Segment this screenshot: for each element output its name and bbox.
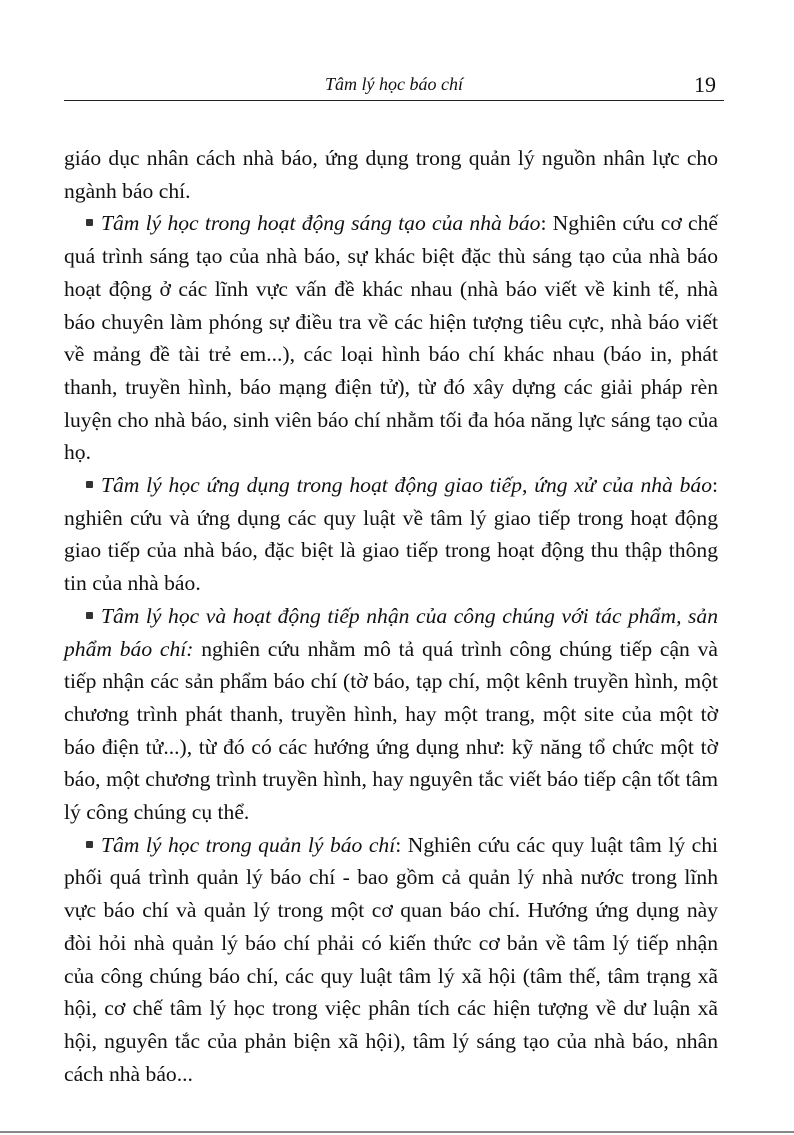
- header-title: Tâm lý học báo chí: [325, 74, 463, 94]
- page-bottom-edge: [0, 1131, 794, 1133]
- square-bullet-icon: [86, 219, 93, 226]
- paragraph-lead: Tâm lý học trong quản lý báo chí: [101, 832, 396, 857]
- paragraph-lead: Tâm lý học ứng dụng trong hoạt động giao tiếp, ứng xử của nhà báo: [101, 473, 712, 498]
- paragraph-text: : nghiên cứu và ứng dụng các quy luật về tâm lý giao tiếp trong hoạt động giao tiếp của nhà báo, đặc biệt là giao tiếp trong hoạt động thu thập thông tin của nhà báo.: [64, 473, 718, 596]
- square-bullet-icon: [86, 612, 93, 619]
- square-bullet-icon: [86, 841, 93, 848]
- paragraph-management: [64, 829, 718, 1091]
- paragraph-text: : Nghiên cứu cơ chế quá trình sáng tạo của nhà báo, sự khác biệt đặc thù sáng tạo của nhà báo hoạt động ở các lĩnh vực vấn đề khác nhau (nhà báo viết về kinh tế, nhà báo chuyên làm phóng sự điều tra về các hiện tượng tiêu cực, nhà báo viết về mảng đề tài trẻ em...), các loại hình báo chí khác nhau (báo in, phát thanh, truyền hình, báo mạng điện tử), từ đó xây dựng các giải pháp rèn luyện cho nhà báo, sinh viên báo chí nhằm tối đa hóa năng lực sáng tạo của họ.: [64, 211, 718, 465]
- paragraph-audience-reception: [64, 600, 718, 829]
- paragraph-creative-activity: [64, 207, 718, 469]
- paragraph-text: nghiên cứu nhằm mô tả quá trình công chúng tiếp cận và tiếp nhận các sản phẩm báo chí (tờ báo, tạp chí, một kênh truyền hình, một chương trình phát thanh, truyền hình, hay một trang, một site của một tờ báo điện tử...), từ đó có các hướng ứng dụng như: kỹ năng tổ chức một tờ báo, một chương trình truyền hình, hay nguyên tắc viết báo tiếp cận tốt tâm lý công chúng cụ thể.: [64, 636, 718, 825]
- body-text: [64, 142, 718, 1090]
- square-bullet-icon: [86, 481, 93, 488]
- running-header: [64, 70, 724, 101]
- paragraph-text: giáo dục nhân cách nhà báo, ứng dụng trong quản lý nguồn nhân lực cho ngành báo chí.: [64, 146, 718, 203]
- paragraph-continuation: [64, 142, 718, 207]
- paragraph-communication: [64, 469, 718, 600]
- paragraph-text: : Nghiên cứu các quy luật tâm lý chi phối quá trình quản lý báo chí - bao gồm cả quản lý nhà nước trong lĩnh vực báo chí và quản lý trong một cơ quan báo chí. Hướng ứng dụng này đòi hỏi nhà quản lý báo chí phải có kiến thức cơ bản về tâm lý tiếp nhận của công chúng báo chí, các quy luật tâm lý xã hội (tâm thế, tâm trạng xã hội, cơ chế tâm lý học trong việc phân tích các hiện tượng về dư luận xã hội, nguyên tắc của phản biện xã hội), tâm lý sáng tạo của nhà báo, nhân cách nhà báo...: [64, 832, 718, 1086]
- paragraph-lead: Tâm lý học trong hoạt động sáng tạo của nhà báo: [101, 211, 541, 236]
- page-number: 19: [694, 72, 716, 97]
- paragraph-lead: Tâm lý học và hoạt động tiếp nhận của công chúng với tác phẩm, sản phẩm báo chí:: [64, 603, 718, 661]
